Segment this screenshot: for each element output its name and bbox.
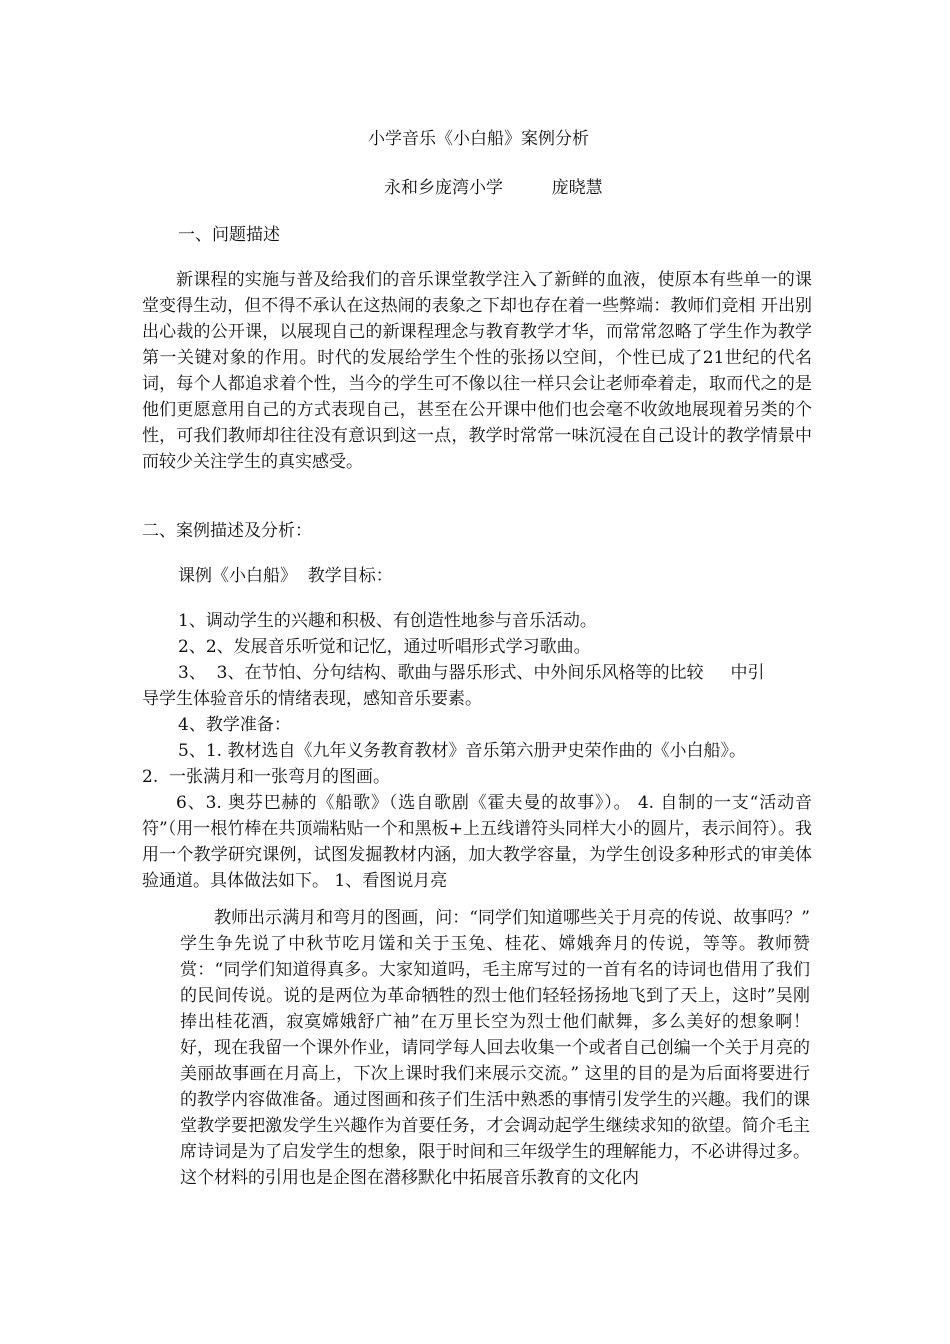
goal-3a: 3、 3、在节怕、分句结构、歌曲与器乐形式、中外间乐风格等的比较 中引	[178, 663, 765, 683]
section1-heading: 一、问题描述	[178, 225, 280, 245]
author-line: 永和乡庞湾小学 庞晓慧	[384, 178, 603, 198]
lesson-line: 课例《小白船》 教学目标：	[178, 566, 393, 586]
goal-5b: 2. 一张满月和一张弯月的图画。	[142, 767, 391, 787]
page-title: 小学音乐《小白船》案例分析	[368, 129, 589, 149]
section2-heading: 二、案例描述及分析：	[142, 521, 312, 541]
goal-5a: 5、1. 教材选自《九年义务教育教材》音乐第六册尹史荣作曲的《小白船》。	[178, 741, 746, 761]
section1-body: 新课程的实施与普及给我们的音乐课堂教学注入了新鲜的血液，使原本有些单一的课堂变得生动，但不得不承认在这热闹的表象之下却也存在着一些弊端：教师们竞相 开出别出心裁的公开课，以展现自己的新课程理念与教育教学才华，而常常忽略了学生作为教学第一关键对象的作用。时代的发展给学生个性的张扬以空间，个性已成了21世纪的代名词，每个人都追求着个性，当今的学生可不像以往一样只会让老师牵着走，取而代之的是他们更愿意用自己的方式表现自己，甚至在公开课中他们也会毫不收敛地展现着另类的个性，可我们教师却往往没有意识到这一点，教学时常常一味沉浸在自己设计的教学情景中而较少关注学生的真实感受。	[142, 270, 812, 472]
story-paragraph: 教师出示满月和弯月的图画，问：“同学们知道哪些关于月亮的传说、故事吗？” 学生争先说了中秋节吃月馐和关于玉兔、桂花、嫦娥奔月的传说，等等。教师赞赏：“同学们知道得真多。大家知道吗，毛主席写过的一首有名的诗词也借用了我们的民间传说。说的是两位为革命牺牲的烈士他们轻轻扬扬地飞到了天上，这时”吴刚捧出桂花酒，寂寞嫦娥舒广袖”在万里长空为烈士他们献舞，多么美好的想象啊！好，现在我留一个课外作业，请同学每人回去收集一个或者自己创编一个关于月亮的美丽故事画在月高上，下次上课时我们来展示交流。” 这里的目的是为后面将要进行的教学内容做准备。通过图画和孩子们生活中熟悉的事情引发学生的兴趣。我们的课堂教学要把激发学生兴趣作为首要任务，才会调动起学生继续求知的欲望。简介毛主席诗词是为了启发学生的想象，限于时间和三年级学生的理解能力，不必讲得过多。这个材料的引用也是企图在潜移默化中拓展音乐教育的文化内	[180, 908, 810, 1188]
goal-2: 2、2、发展音乐听觉和记忆，通过听唱形式学习歌曲。	[178, 637, 591, 657]
goal-4: 4、教学准备：	[178, 715, 291, 735]
goal-1: 1、调动学生的兴趣和积极、有创造性地参与音乐活动。	[178, 611, 597, 631]
goal-3b: 导学生体验音乐的情绪表现，感知音乐要素。	[142, 689, 482, 709]
goal-6: 6、3. 奥芬巴赫的《船歌》（选自歌剧《霍夫曼的故事》）。 4. 自制的一支“活动音符”（用一根竹棒在共顶端粘贴一个和黑板+上五线谱符头同样大小的圆片，表示间符）。我用一个教学研究课例，试图发掘教材内涵，加大教学容量，为学生创设多种形式的审美体验通道。具体做法如下。 1、看图说月亮	[142, 793, 812, 891]
